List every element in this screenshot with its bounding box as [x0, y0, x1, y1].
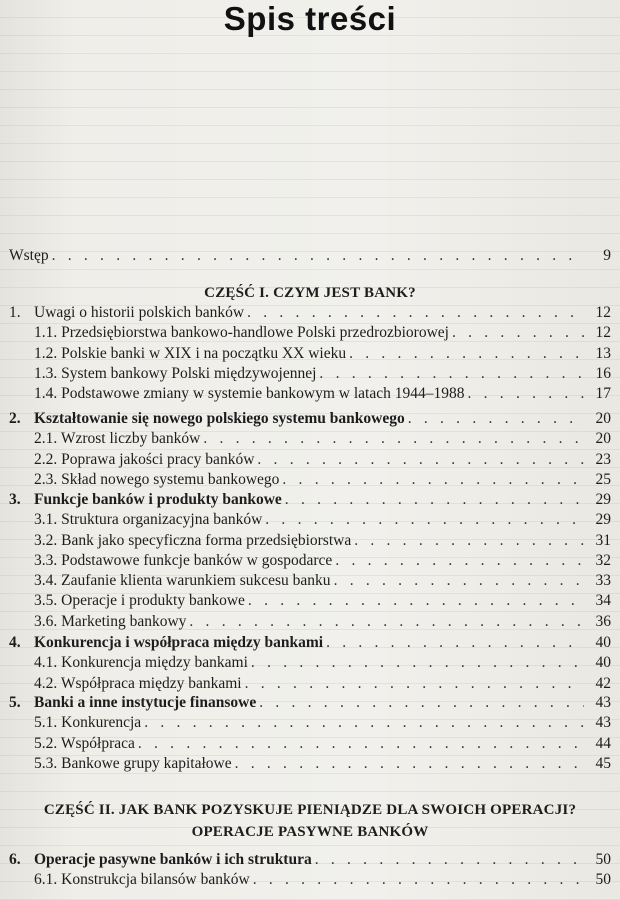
leader-dots: [245, 674, 584, 694]
leader-dots: [354, 531, 584, 551]
toc-section-entry[interactable]: [0, 364, 620, 384]
toc-entry-title: 2.3. Skład nowego systemu bankowego: [34, 471, 280, 488]
toc-page-number: 29: [595, 511, 611, 528]
chapter-number: 3.: [9, 491, 21, 508]
leader-dots: [257, 450, 584, 470]
toc-entry-title: 5.3. Bankowe grupy kapitałowe: [34, 755, 232, 772]
leader-dots: [285, 490, 584, 510]
toc-entry-title: 3.3. Podstawowe funkcje banków w gospodarce: [34, 552, 333, 569]
toc-section-entry[interactable]: [0, 734, 620, 754]
toc-page-number: 12: [595, 324, 611, 341]
toc-entry-title: 1.4. Podstawowe zmiany w systemie bankowym w latach 1944–1988: [34, 385, 465, 402]
toc-section-entry[interactable]: [0, 531, 620, 551]
leader-dots: [335, 551, 584, 571]
leader-dots: [251, 653, 584, 673]
toc-entry-title: Uwagi o historii polskich banków: [34, 304, 245, 321]
toc-entry-title: Kształtowanie się nowego polskiego systemu bankowego: [34, 410, 405, 427]
toc-section-entry[interactable]: [0, 754, 620, 774]
toc-page-number: 20: [595, 410, 611, 427]
toc-page-number: 20: [595, 430, 611, 447]
toc-page-number: 45: [595, 755, 611, 772]
toc-entry-title: 6.1. Konstrukcja bilansów banków: [34, 871, 250, 888]
toc-section-entry[interactable]: [0, 470, 620, 490]
toc-section-entry[interactable]: [0, 571, 620, 591]
toc-entry-title: Operacje pasywne banków i ich struktura: [34, 851, 312, 868]
toc-section-entry[interactable]: [0, 384, 620, 404]
leader-dots: [326, 633, 584, 653]
part-heading: CZĘŚĆ I. CZYM JEST BANK?: [204, 285, 416, 301]
toc-section-entry[interactable]: [0, 429, 620, 449]
toc-entry-title: 1.1. Przedsiębiorstwa bankowo-handlowe Polski przedrozbiorowej: [34, 324, 449, 341]
leader-dots: [282, 470, 584, 490]
leader-dots: [319, 364, 584, 384]
toc-page-number: 43: [595, 694, 611, 711]
leader-dots: [144, 713, 584, 733]
toc-page-number: 34: [595, 592, 611, 609]
toc-page-number: 36: [595, 613, 611, 630]
toc-section-entry[interactable]: [0, 323, 620, 343]
toc-entry-title: 1.3. System bankowy Polski międzywojennej: [34, 365, 317, 382]
leader-dots: [138, 734, 584, 754]
toc-entry-title: Banki a inne instytucje finansowe: [34, 694, 257, 711]
toc-entry-title: 4.1. Konkurencja między bankami: [34, 654, 248, 671]
leader-dots: [203, 429, 584, 449]
toc-chapter-entry[interactable]: [0, 303, 620, 323]
part-heading: OPERACJE PASYWNE BANKÓW: [191, 824, 429, 840]
toc-entry-title: Konkurencja i współpraca między bankami: [34, 634, 324, 651]
toc-page-number: 42: [595, 675, 611, 692]
toc-entry-title: 3.1. Struktura organizacyjna banków: [34, 511, 263, 528]
leader-dots: [247, 303, 584, 323]
toc-entry-title: 1.2. Polskie banki w XIX i na początku XX wieku: [34, 345, 347, 362]
leader-dots: [315, 850, 584, 870]
toc-page-number: 50: [595, 851, 611, 868]
toc-section-entry[interactable]: [0, 713, 620, 733]
toc-page-number: 23: [595, 451, 611, 468]
leader-dots: [235, 754, 584, 774]
page-title: Spis treści: [223, 0, 397, 37]
toc-page-number: 50: [595, 871, 611, 888]
toc-page-number: 31: [595, 532, 611, 549]
toc-chapter-entry[interactable]: [0, 693, 620, 713]
chapter-number: 6.: [9, 851, 21, 868]
leader-dots: [253, 870, 584, 890]
toc-page-number: 29: [595, 491, 611, 508]
toc-section-entry[interactable]: [0, 591, 620, 611]
leader-dots: [265, 510, 584, 530]
toc-section-entry[interactable]: [0, 551, 620, 571]
chapter-number: 1.: [9, 304, 21, 321]
toc-section-entry[interactable]: [0, 870, 620, 890]
toc-entry-title: 3.2. Bank jako specyficzna forma przedsiębiorstwa: [34, 532, 352, 549]
toc-page-number: 40: [595, 634, 611, 651]
toc-section-entry[interactable]: [0, 612, 620, 632]
leader-dots: [52, 246, 584, 266]
toc-page-number: 17: [595, 385, 611, 402]
toc-page-number: 25: [595, 471, 611, 488]
toc-chapter-entry[interactable]: [0, 490, 620, 510]
part-heading: CZĘŚĆ II. JAK BANK POZYSKUJE PIENIĄDZE DLA SWOICH OPERACJI?: [43, 802, 577, 818]
toc-entry-title: 5.1. Konkurencja: [34, 714, 142, 731]
leader-dots: [189, 612, 584, 632]
toc-entry-title: 3.6. Marketing bankowy: [34, 613, 187, 630]
toc-entry-title: 3.5. Operacje i produkty bankowe: [34, 592, 245, 609]
toc-page-number: 9: [603, 247, 611, 264]
toc-page-number: 44: [595, 735, 611, 752]
chapter-number: 2.: [9, 410, 21, 427]
toc-entry-title: 3.4. Zaufanie klienta warunkiem sukcesu banku: [34, 572, 331, 589]
toc-entry-title: 2.1. Wzrost liczby banków: [34, 430, 201, 447]
toc-chapter-entry[interactable]: [0, 633, 620, 653]
toc-entry-intro[interactable]: [0, 246, 620, 266]
toc-section-entry[interactable]: [0, 674, 620, 694]
toc-chapter-entry[interactable]: [0, 409, 620, 429]
toc-section-entry[interactable]: [0, 344, 620, 364]
toc-entry-title: 2.2. Poprawa jakości pracy banków: [34, 451, 255, 468]
toc-entry-title: 5.2. Współpraca: [34, 735, 135, 752]
chapter-number: 5.: [9, 694, 21, 711]
toc-page-number: 33: [595, 572, 611, 589]
toc-section-entry[interactable]: [0, 450, 620, 470]
toc-page-number: 32: [595, 552, 611, 569]
leader-dots: [259, 693, 584, 713]
leader-dots: [468, 384, 585, 404]
leader-dots: [248, 591, 584, 611]
leader-dots: [334, 571, 584, 591]
leader-dots: [408, 409, 584, 429]
toc-page-number: 13: [595, 345, 611, 362]
toc-page-number: 43: [595, 714, 611, 731]
toc-page-number: 16: [595, 365, 611, 382]
toc-page-number: 12: [595, 304, 611, 321]
toc-chapter-entry[interactable]: [0, 850, 620, 870]
toc-entry-title: Funkcje banków i produkty bankowe: [34, 491, 282, 508]
leader-dots: [452, 323, 584, 343]
chapter-number: 4.: [9, 634, 21, 651]
toc-entry-title: 4.2. Współpraca między bankami: [34, 675, 242, 692]
toc-entry-title: Wstęp: [9, 247, 49, 264]
toc-page-number: 40: [595, 654, 611, 671]
leader-dots: [349, 344, 584, 364]
toc-section-entry[interactable]: [0, 653, 620, 673]
toc-section-entry[interactable]: [0, 510, 620, 530]
